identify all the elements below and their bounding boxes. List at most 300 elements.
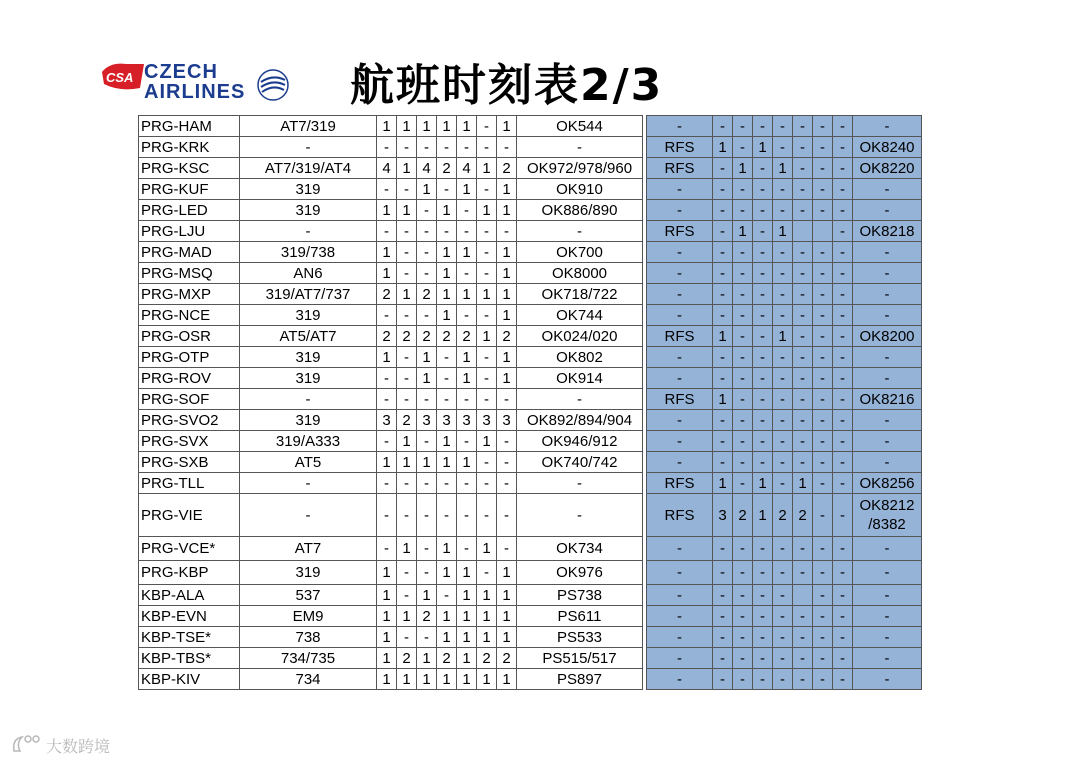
day-cell: - [437, 368, 457, 389]
codeshare-day-cell: - [733, 137, 753, 158]
codeshare-day-cell: - [713, 537, 733, 561]
codeshare-day-cell: - [713, 221, 733, 242]
codeshare-day-cell: - [713, 648, 733, 669]
day-cell: - [377, 179, 397, 200]
codeshare-day-cell: - [833, 158, 853, 179]
codeshare-day-cell: - [733, 452, 753, 473]
codeshare-day-cell: - [793, 431, 813, 452]
aircraft-cell: AT5 [240, 452, 377, 473]
table-row [139, 137, 922, 158]
day-cell: 1 [437, 452, 457, 473]
codeshare-day-cell: 2 [773, 494, 793, 537]
flight-number-cell: OK914 [517, 368, 643, 389]
day-cell: 1 [457, 627, 477, 648]
codeshare-day-cell: - [793, 561, 813, 585]
codeshare-day-cell: - [753, 561, 773, 585]
day-cell: - [417, 494, 437, 537]
day-cell: 1 [437, 200, 457, 221]
day-cell: - [377, 389, 397, 410]
codeshare-day-cell: - [813, 326, 833, 347]
logo-text-czech: CZECH [144, 61, 218, 83]
flight-number-cell: OK8000 [517, 263, 643, 284]
codeshare-day-cell: - [773, 368, 793, 389]
codeshare-day-cell: - [753, 326, 773, 347]
day-cell: 1 [417, 116, 437, 137]
day-cell: 1 [417, 585, 437, 606]
codeshare-day-cell: - [793, 368, 813, 389]
day-cell: 1 [497, 627, 517, 648]
codeshare-flight-cell: OK8220 [853, 158, 922, 179]
codeshare-day-cell: - [753, 648, 773, 669]
flight-number-cell: - [517, 494, 643, 537]
codeshare-type-cell: RFS [647, 326, 713, 347]
codeshare-day-cell: - [793, 158, 813, 179]
day-cell: - [377, 368, 397, 389]
codeshare-day-cell: - [733, 410, 753, 431]
codeshare-flight-cell: OK8200 [853, 326, 922, 347]
flight-number-cell: OK892/894/904 [517, 410, 643, 431]
day-cell: - [457, 494, 477, 537]
codeshare-day-cell: - [773, 242, 793, 263]
day-cell: 1 [377, 606, 397, 627]
codeshare-day-cell: - [773, 627, 793, 648]
codeshare-day-cell: - [793, 242, 813, 263]
route-cell: PRG-HAM [139, 116, 240, 137]
day-cell: - [377, 537, 397, 561]
codeshare-day-cell: - [713, 606, 733, 627]
day-cell: - [417, 305, 437, 326]
aircraft-cell: AT7/319/AT4 [240, 158, 377, 179]
codeshare-day-cell: - [813, 263, 833, 284]
codeshare-day-cell: - [833, 537, 853, 561]
codeshare-day-cell: 1 [753, 473, 773, 494]
codeshare-day-cell: - [813, 179, 833, 200]
codeshare-day-cell: - [833, 561, 853, 585]
day-cell: 1 [437, 284, 457, 305]
day-cell: 1 [377, 585, 397, 606]
day-cell: - [417, 537, 437, 561]
codeshare-day-cell [813, 221, 833, 242]
day-cell: - [397, 137, 417, 158]
codeshare-day-cell: - [833, 242, 853, 263]
day-cell: 1 [437, 537, 457, 561]
day-cell: 1 [437, 305, 457, 326]
codeshare-day-cell: - [713, 284, 733, 305]
day-cell: 1 [437, 606, 457, 627]
codeshare-day-cell: - [813, 368, 833, 389]
flight-number-cell: OK910 [517, 179, 643, 200]
day-cell: 1 [377, 648, 397, 669]
day-cell: 1 [377, 561, 397, 585]
day-cell: - [437, 494, 457, 537]
day-cell: 2 [377, 284, 397, 305]
day-cell: - [477, 473, 497, 494]
codeshare-type-cell: RFS [647, 494, 713, 537]
day-cell: 1 [437, 431, 457, 452]
day-cell: 1 [397, 669, 417, 690]
codeshare-day-cell: - [733, 200, 753, 221]
day-cell: 1 [477, 326, 497, 347]
codeshare-day-cell [793, 221, 813, 242]
codeshare-flight-cell: - [853, 263, 922, 284]
day-cell: 1 [397, 200, 417, 221]
day-cell: 1 [377, 200, 397, 221]
aircraft-cell: 319 [240, 179, 377, 200]
codeshare-day-cell: - [813, 431, 833, 452]
day-cell: - [397, 221, 417, 242]
day-cell: - [377, 137, 397, 158]
day-cell: - [457, 389, 477, 410]
codeshare-day-cell: - [833, 137, 853, 158]
day-cell: 1 [417, 452, 437, 473]
codeshare-day-cell: - [773, 648, 793, 669]
codeshare-day-cell: - [813, 242, 833, 263]
table-row [139, 494, 922, 537]
codeshare-day-cell: - [793, 347, 813, 368]
day-cell: - [437, 585, 457, 606]
day-cell: 1 [437, 669, 457, 690]
flight-number-cell: OK544 [517, 116, 643, 137]
day-cell: 2 [477, 648, 497, 669]
day-cell: 2 [397, 648, 417, 669]
day-cell: - [397, 179, 417, 200]
flight-number-cell: - [517, 221, 643, 242]
day-cell: 1 [377, 452, 397, 473]
codeshare-day-cell: - [793, 537, 813, 561]
flight-number-cell: - [517, 389, 643, 410]
day-cell: 1 [477, 627, 497, 648]
day-cell: 1 [437, 116, 457, 137]
codeshare-day-cell: 1 [753, 137, 773, 158]
codeshare-day-cell: - [713, 431, 733, 452]
codeshare-day-cell: - [793, 326, 813, 347]
codeshare-day-cell: - [713, 179, 733, 200]
day-cell: 2 [437, 158, 457, 179]
codeshare-day-cell: - [733, 242, 753, 263]
codeshare-day-cell: - [733, 179, 753, 200]
day-cell: - [397, 305, 417, 326]
codeshare-day-cell: - [793, 284, 813, 305]
day-cell: - [417, 200, 437, 221]
codeshare-type-cell: - [647, 452, 713, 473]
day-cell: - [457, 263, 477, 284]
day-cell: 2 [457, 326, 477, 347]
codeshare-day-cell: - [753, 242, 773, 263]
codeshare-day-cell: - [733, 648, 753, 669]
codeshare-day-cell: - [773, 452, 793, 473]
day-cell: - [497, 537, 517, 561]
day-cell: - [477, 452, 497, 473]
aircraft-cell: 319/738 [240, 242, 377, 263]
day-cell: 1 [377, 627, 397, 648]
day-cell: - [397, 494, 417, 537]
codeshare-day-cell: - [813, 200, 833, 221]
codeshare-day-cell: - [833, 347, 853, 368]
day-cell: 1 [457, 179, 477, 200]
codeshare-day-cell: - [713, 200, 733, 221]
table-row [139, 116, 922, 137]
watermark [10, 732, 150, 756]
day-cell: 2 [437, 326, 457, 347]
codeshare-day-cell: - [813, 537, 833, 561]
codeshare-day-cell: - [753, 347, 773, 368]
day-cell: - [397, 561, 417, 585]
codeshare-flight-cell: - [853, 179, 922, 200]
aircraft-cell: 319 [240, 347, 377, 368]
aircraft-cell: 537 [240, 585, 377, 606]
aircraft-cell: 319 [240, 305, 377, 326]
flight-schedule-table [138, 115, 922, 690]
day-cell: 1 [377, 116, 397, 137]
day-cell: 1 [397, 606, 417, 627]
aircraft-cell: - [240, 494, 377, 537]
day-cell: - [457, 200, 477, 221]
day-cell: - [417, 627, 437, 648]
codeshare-day-cell: - [793, 627, 813, 648]
codeshare-day-cell: - [773, 431, 793, 452]
codeshare-day-cell: - [813, 561, 833, 585]
day-cell: - [477, 305, 497, 326]
day-cell: - [397, 347, 417, 368]
codeshare-day-cell: - [833, 585, 853, 606]
table-row [139, 537, 922, 561]
codeshare-flight-cell: - [853, 627, 922, 648]
day-cell: 1 [417, 347, 437, 368]
day-cell: 1 [477, 585, 497, 606]
table-row [139, 242, 922, 263]
codeshare-day-cell: - [793, 116, 813, 137]
day-cell: 1 [397, 537, 417, 561]
day-cell: 3 [437, 410, 457, 431]
aircraft-cell: - [240, 389, 377, 410]
codeshare-day-cell: - [753, 200, 773, 221]
day-cell: - [477, 116, 497, 137]
flight-number-cell: OK740/742 [517, 452, 643, 473]
route-cell: PRG-SVX [139, 431, 240, 452]
day-cell: 4 [457, 158, 477, 179]
codeshare-day-cell: 1 [733, 158, 753, 179]
day-cell: 2 [417, 606, 437, 627]
codeshare-flight-cell: - [853, 284, 922, 305]
route-cell: PRG-SVO2 [139, 410, 240, 431]
codeshare-day-cell: - [793, 179, 813, 200]
codeshare-day-cell: - [773, 347, 793, 368]
czech-airlines-logo [100, 58, 300, 110]
codeshare-day-cell: - [813, 284, 833, 305]
codeshare-day-cell: - [813, 648, 833, 669]
day-cell: 1 [457, 116, 477, 137]
table-row [139, 284, 922, 305]
aircraft-cell: - [240, 473, 377, 494]
codeshare-day-cell: - [833, 221, 853, 242]
skyteam-icon [253, 68, 293, 102]
codeshare-day-cell: 2 [793, 494, 813, 537]
day-cell: 2 [397, 410, 417, 431]
day-cell: - [497, 431, 517, 452]
table-row [139, 606, 922, 627]
codeshare-type-cell: RFS [647, 158, 713, 179]
codeshare-type-cell: RFS [647, 137, 713, 158]
codeshare-day-cell: - [713, 347, 733, 368]
codeshare-day-cell: - [773, 389, 793, 410]
codeshare-day-cell: - [793, 452, 813, 473]
day-cell: 1 [397, 116, 417, 137]
day-cell: - [437, 347, 457, 368]
codeshare-type-cell: - [647, 284, 713, 305]
route-cell: PRG-MAD [139, 242, 240, 263]
day-cell: 1 [477, 200, 497, 221]
logo-text-airlines: AIRLINES [144, 81, 246, 103]
day-cell: 1 [437, 561, 457, 585]
codeshare-flight-cell: - [853, 242, 922, 263]
codeshare-day-cell: - [793, 263, 813, 284]
codeshare-day-cell: - [793, 305, 813, 326]
codeshare-day-cell: - [733, 284, 753, 305]
codeshare-day-cell: 1 [773, 326, 793, 347]
table-row [139, 473, 922, 494]
codeshare-type-cell: - [647, 242, 713, 263]
codeshare-day-cell: - [713, 263, 733, 284]
flight-number-cell: PS738 [517, 585, 643, 606]
day-cell: 1 [477, 669, 497, 690]
day-cell: - [377, 221, 397, 242]
codeshare-flight-cell: - [853, 410, 922, 431]
codeshare-day-cell: - [733, 537, 753, 561]
codeshare-type-cell: - [647, 537, 713, 561]
codeshare-type-cell: - [647, 606, 713, 627]
aircraft-cell: 319/A333 [240, 431, 377, 452]
codeshare-day-cell: - [713, 585, 733, 606]
day-cell: - [377, 305, 397, 326]
day-cell: - [397, 263, 417, 284]
codeshare-type-cell: - [647, 410, 713, 431]
codeshare-day-cell: - [833, 627, 853, 648]
aircraft-cell: EM9 [240, 606, 377, 627]
route-cell: PRG-MSQ [139, 263, 240, 284]
day-cell: 1 [417, 648, 437, 669]
day-cell: 1 [397, 452, 417, 473]
codeshare-day-cell: 3 [713, 494, 733, 537]
table-row [139, 561, 922, 585]
day-cell: 1 [457, 284, 477, 305]
codeshare-day-cell: - [813, 627, 833, 648]
codeshare-day-cell: - [753, 179, 773, 200]
codeshare-day-cell: - [813, 473, 833, 494]
codeshare-day-cell: - [773, 116, 793, 137]
day-cell: - [497, 494, 517, 537]
day-cell: - [417, 389, 437, 410]
codeshare-flight-cell: - [853, 606, 922, 627]
flight-number-cell: OK700 [517, 242, 643, 263]
codeshare-day-cell: - [753, 368, 773, 389]
day-cell: 1 [497, 179, 517, 200]
codeshare-day-cell: - [753, 410, 773, 431]
codeshare-day-cell [793, 585, 813, 606]
day-cell: 2 [417, 284, 437, 305]
day-cell: - [397, 585, 417, 606]
aircraft-cell: 319 [240, 561, 377, 585]
codeshare-day-cell: - [733, 473, 753, 494]
codeshare-day-cell: - [793, 389, 813, 410]
route-cell: PRG-OSR [139, 326, 240, 347]
aircraft-cell: 734/735 [240, 648, 377, 669]
codeshare-day-cell: - [813, 116, 833, 137]
codeshare-day-cell: - [793, 648, 813, 669]
day-cell: 1 [397, 431, 417, 452]
table-row [139, 158, 922, 179]
day-cell: 3 [497, 410, 517, 431]
day-cell: - [457, 221, 477, 242]
flight-number-cell: OK718/722 [517, 284, 643, 305]
codeshare-day-cell: 1 [793, 473, 813, 494]
codeshare-day-cell: - [713, 116, 733, 137]
table-row [139, 627, 922, 648]
codeshare-type-cell: - [647, 585, 713, 606]
codeshare-type-cell: - [647, 669, 713, 690]
table-row [139, 669, 922, 690]
codeshare-day-cell: - [813, 158, 833, 179]
codeshare-day-cell: - [713, 410, 733, 431]
table-row [139, 221, 922, 242]
table-row [139, 389, 922, 410]
codeshare-day-cell: - [753, 627, 773, 648]
flight-number-cell: PS611 [517, 606, 643, 627]
day-cell: - [477, 242, 497, 263]
route-cell: KBP-KIV [139, 669, 240, 690]
codeshare-type-cell: - [647, 648, 713, 669]
day-cell: - [497, 473, 517, 494]
table-row [139, 326, 922, 347]
day-cell: 2 [377, 326, 397, 347]
day-cell: - [457, 305, 477, 326]
codeshare-day-cell: - [833, 179, 853, 200]
codeshare-day-cell: - [833, 452, 853, 473]
codeshare-day-cell: 1 [773, 158, 793, 179]
day-cell: - [397, 368, 417, 389]
codeshare-day-cell: - [733, 627, 753, 648]
watermark-icon [10, 733, 44, 755]
codeshare-day-cell: - [793, 410, 813, 431]
codeshare-day-cell: - [713, 669, 733, 690]
day-cell: - [417, 221, 437, 242]
codeshare-day-cell: - [753, 221, 773, 242]
codeshare-day-cell: - [833, 648, 853, 669]
csa-logo-icon [100, 62, 146, 92]
day-cell: 1 [457, 648, 477, 669]
day-cell: - [477, 179, 497, 200]
day-cell: 2 [397, 326, 417, 347]
codeshare-day-cell: - [753, 158, 773, 179]
day-cell: 1 [497, 200, 517, 221]
codeshare-day-cell: - [753, 263, 773, 284]
codeshare-day-cell: - [773, 585, 793, 606]
table-row [139, 585, 922, 606]
codeshare-day-cell: 1 [713, 326, 733, 347]
codeshare-day-cell: - [753, 116, 773, 137]
codeshare-flight-cell: - [853, 561, 922, 585]
day-cell: - [477, 137, 497, 158]
day-cell: - [477, 561, 497, 585]
day-cell: 2 [417, 326, 437, 347]
codeshare-day-cell: - [753, 431, 773, 452]
codeshare-flight-cell: - [853, 116, 922, 137]
day-cell: 1 [397, 158, 417, 179]
day-cell: 1 [457, 368, 477, 389]
codeshare-day-cell: 1 [713, 137, 733, 158]
day-cell: - [437, 137, 457, 158]
flight-number-cell: OK744 [517, 305, 643, 326]
route-cell: PRG-MXP [139, 284, 240, 305]
